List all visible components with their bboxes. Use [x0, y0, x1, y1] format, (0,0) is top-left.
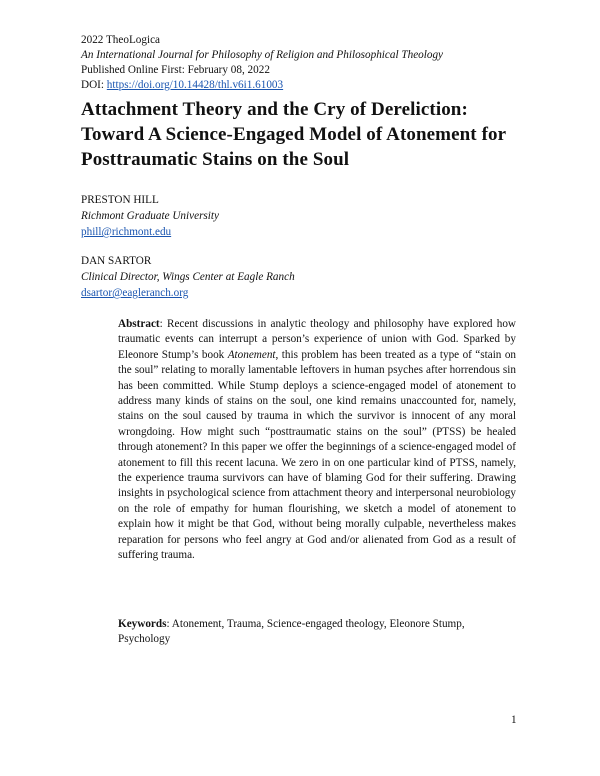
- author-email[interactable]: phill@richmont.edu: [81, 226, 172, 238]
- abstract-text-end: , this problem has been treated as a type of “stain on the soul” relating to morally lamentable leftovers in human psyches after horrendous sin has been committed. While Stump deploys a science-engaged model of atonement to address many kinds of stains on the soul, one kind remains unaccounted for, namely, stains on the soul caused by trauma in which the survivor is innocent of any moral wrongdoing. How might such “posttraumatic stains on the soul” (PTSS) be healed through atonement? In this paper we offer the beginnings of a science-engaged model of atonement to fill this recent lacuna. We zero in on one particular kind of PTSS, namely, the experience trauma survivors can have of blaming God for their suffering. Drawing insights in psychological science from attachment theory and interpersonal neurobiology on the role of empathy for human flourishing, we sketch a model of atonement to explain how it might be that God, without being morally culpable, nevertheless makes reparation for persons who feel angry at God and/or alienated from God as a result of suffering trauma.: [118, 348, 517, 562]
- author-affiliation: Clinical Director, Wings Center at Eagle Ranch: [81, 271, 295, 283]
- abstract: [118, 317, 516, 564]
- doi-line: [81, 78, 443, 93]
- author-block-1: [81, 192, 219, 240]
- keywords-label: Keywords: [118, 618, 167, 630]
- book-title: Atonement: [227, 348, 276, 361]
- page-number: 1: [511, 714, 517, 726]
- keywords: [118, 617, 516, 648]
- journal-subtitle: An International Journal for Philosophy of Religion and Philosophical Theology: [81, 49, 444, 61]
- author-name: DAN SARTOR: [81, 255, 152, 267]
- author-block-2: [81, 253, 295, 301]
- paper-title: Attachment Theory and the Cry of Dereliction: Toward A Science-Engaged Model of Atonement for Posttraumatic Stains on the Soul: [81, 99, 506, 170]
- author-affiliation: Richmont Graduate University: [81, 210, 219, 222]
- journal-header: [81, 33, 443, 93]
- author-name: PRESTON HILL: [81, 194, 159, 206]
- doi-link[interactable]: https://doi.org/10.14428/thl.v6i1.61003: [106, 79, 284, 91]
- author-email[interactable]: dsartor@eagleranch.org: [81, 287, 189, 299]
- doi-label: DOI:: [81, 79, 107, 91]
- publication-date: Published Online First: February 08, 2022: [81, 64, 270, 76]
- keywords-text: : Atonement, Trauma, Science-engaged theology, Eleonore Stump, Psychology: [118, 618, 465, 646]
- journal-year-name: 2022 TheoLogica: [81, 34, 161, 46]
- abstract-text-start: : Recent discussions in analytic theology and philosophy have explored how traumatic events can interrupt a person’s experience of union with God. Sparked by Eleonore Stump’s book: [118, 318, 516, 361]
- abstract-label: Abstract: [118, 318, 160, 330]
